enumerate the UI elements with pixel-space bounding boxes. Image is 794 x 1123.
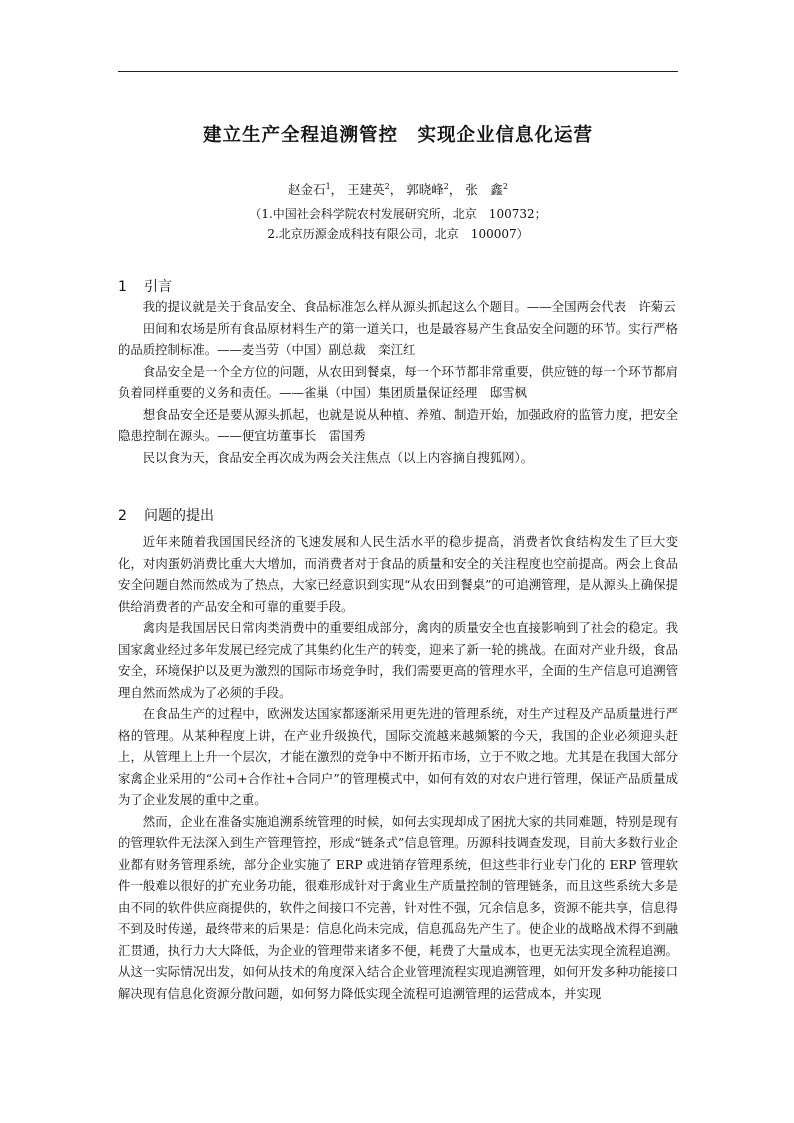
affiliation-1: （1.中国社会科学院农村发展研究所，北京 100732； xyxy=(249,207,547,221)
paragraph: 近年来随着我国国民经济的飞速发展和人民生活水平的稳步提高，消费者饮食结构发生了巨大变化，对肉蛋奶消费比重大大增加，而消费者对于食品的质量和安全的关注程度也空前提高。两会上食品安全问题自然而然成为了热点，大家已经意识到实现“从农田到餐桌”的可追溯管理，是从源头上确保提供给消费者的产品安全和可靠的重要手段。 xyxy=(118,534,678,614)
paragraph: 我的提议就是关于食品安全、食品标准怎么样从源头抓起这么个题目。——全国两会代表 许菊云 xyxy=(142,299,676,314)
paragraph: 然而，企业在准备实施追溯系统管理的时候，如何去实现却成了困扰大家的共同难题，特别是现有的管理软件无法深入到生产管理管控，形成“链条式”信息管理。历源科技调查发现，目前大多数行业企业都有财务管理系统，部分企业实施了 ERP 或进销存管理系统，但这些非行业专门化的 ERP 管理软件一般难以很好的扩充业务功能，很难形成针对于禽业生产质量控制的管理链条，而且这些系统大多是由不同的软件供应商提供的，软件之间接口不完善，针对性不强，冗余信息多，资源不能共享，信息得不到及时传递，最终带来的后果是：信息化尚未完成，信息孤岛先产生了。使企业的战略战术得不到融汇贯通，执行力大大降低，为企业的管理带来诸多不便，耗费了大量成本，也更无法实现全流程追溯。从这一实际情况出发，如何从技术的角度深入结合企业管理流程实现追溯管理，如何开发多种功能接口解决现有信息化资源分散问题，如何努力降低实现全流程可追溯管理的运营成本，并实现 xyxy=(118,813,678,1001)
author-line: 赵金石$^1$， 王建英$^2$， 郭晓峰$^2$， 张 鑫$^2$ xyxy=(288,181,508,197)
paragraph: 民以食为天，食品安全再次成为两会关注焦点（以上内容摘自搜狐网）。 xyxy=(142,449,534,465)
author-sup: 2 xyxy=(443,181,449,191)
author-sup: 2 xyxy=(502,181,508,191)
section-body-intro xyxy=(118,296,678,468)
section-number: 2 xyxy=(118,508,127,524)
header-rule xyxy=(118,71,678,72)
paragraph: 食品安全是一个全方位的问题，从农田到餐桌，每一个环节都非常重要，供应链的每一个环节都肩负着同样重要的义务和责任。——雀巢（中国）集团质量保证经理 邸雪枫 xyxy=(118,363,678,400)
author-name: 王建英 xyxy=(347,182,385,197)
paragraph: 禽肉是我国居民日常肉类消费中的重要组成部分，禽肉的质量安全也直接影响到了社会的稳定。我国家禽业经过多年发展已经完成了其集约化生产的转变，迎来了新一轮的挑战。在面对产业升级，食品安全，环境保护以及更为激烈的国际市场竞争时，我们需要更高的管理水平，全面的生产信息可追溯管理自然而然成为了必须的手段。 xyxy=(118,620,678,700)
paper-title: 建立生产全程追溯管控 实现企业信息化运营 xyxy=(202,125,593,146)
section-heading-problem xyxy=(118,505,214,525)
author-name: 郭晓峰 xyxy=(406,182,444,197)
author-name: 赵金石 xyxy=(288,182,326,197)
author-name: 张 鑫 xyxy=(465,182,503,197)
section-heading-intro xyxy=(118,276,172,296)
affiliation-2: 2.北京历源金成科技有限公司，北京 100007） xyxy=(267,227,529,241)
section-title: 引言 xyxy=(144,279,172,295)
paragraph: 想食品安全还是要从源头抓起，也就是说从种植、养殖、制造开始，加强政府的监管力度，把安全隐患控制在源头。——便宜坊董事长 雷国秀 xyxy=(118,406,678,443)
paragraph: 田间和农场是所有食品原材料生产的第一道关口，也是最容易产生食品安全问题的环节。实行严格的品质控制标准。——麦当劳（中国）副总裁 栾江红 xyxy=(118,320,678,357)
author-sup: 1 xyxy=(325,181,331,191)
author-sup: 2 xyxy=(384,181,390,191)
paragraph: 在食品生产的过程中，欧洲发达国家都逐渐采用更先进的管理系统，对生产过程及产品质量进行严格的管理。从某种程度上讲，在产业升级换代，国际交流越来越频繁的今天，我国的企业必须迎头赶上，从管理上上升一个层次，才能在激烈的竞争中不断开拓市场，立于不败之地。尤其是在我国大部分家禽企业采用的“公司+合作社+合同户”的管理模式中，如何有效的对农户进行管理，保证产品质量成为了企业发展的重中之重。 xyxy=(118,706,678,807)
section-title: 问题的提出 xyxy=(144,508,214,524)
section-number: 1 xyxy=(118,279,127,295)
section-body-problem xyxy=(118,531,678,1004)
